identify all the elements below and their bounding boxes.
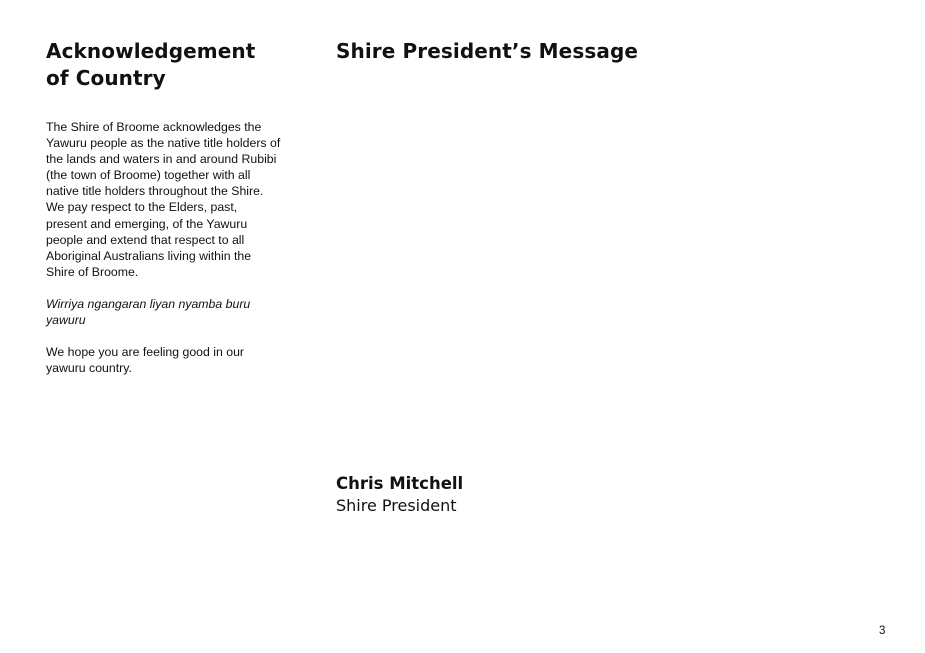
acknowledgement-section <box>46 38 281 376</box>
yawuru-phrase: Wirriya ngangaran liyan nyamba buru yawuru <box>46 296 251 328</box>
acknowledgement-body: The Shire of Broome acknowledges the Yawuru people as the native title holders of the lands and waters in and around Rubibi (the town of Broome) together with all native title holders throughout the Shire. We pay respect to the Elders, past, present and emerging, of the Yawuru people and extend that respect to all Aboriginal Australians living within the Shire of Broome. <box>46 120 281 279</box>
signatory-title: Shire President <box>336 496 457 515</box>
president-message-heading: Shire President’s Message <box>336 39 639 63</box>
yawuru-translation: We hope you are feeling good in our yawuru country. <box>46 345 245 376</box>
acknowledgement-heading: Acknowledgement of Country <box>46 39 256 90</box>
signature-block <box>336 473 463 517</box>
page-number: 3 <box>879 625 886 637</box>
president-message-section <box>336 38 856 65</box>
signatory-name: Chris Mitchell <box>336 474 464 493</box>
